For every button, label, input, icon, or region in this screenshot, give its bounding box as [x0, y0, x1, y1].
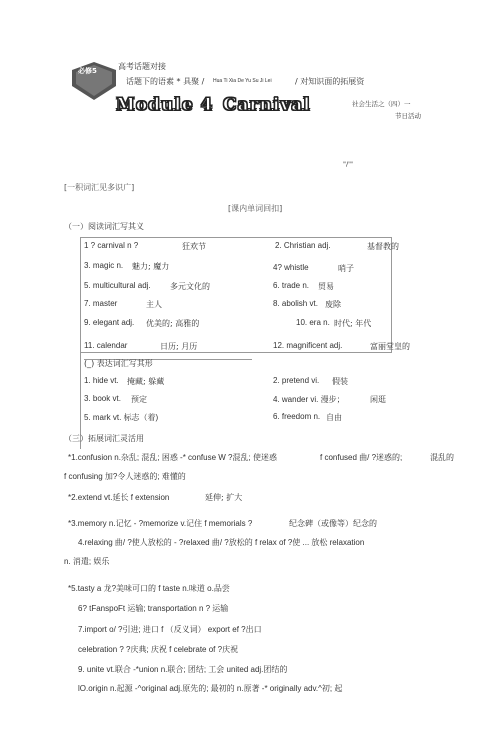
vocab-9-zh: 优美的; 高雅的 [146, 319, 200, 328]
vocab-4-zh: 哨子 [338, 264, 354, 273]
express-6-zh: 自由 [326, 413, 342, 422]
expand-line-11: 9. unite vt.联合 -*union n.联合; 团结; 工会 united adj.团结的 [78, 665, 288, 674]
vocab-12-en: 12. magnificent adj. [273, 341, 343, 350]
section-accumulate: [一积词汇见多识广] [64, 183, 135, 192]
vocab-4-en: 4? whistle [273, 263, 309, 272]
vocab-1-en: 1 ? carnival n ? [84, 241, 139, 250]
module-name: Carnival [223, 95, 311, 115]
header-line1: 高考话题对接 [118, 62, 166, 71]
expand-line-3a: *2.extend vt.延长 f extension [68, 493, 170, 502]
express-1-zh: 掩藏; 躲藏 [127, 377, 165, 386]
topic-line-a: 社会生活之（四）一 [352, 100, 411, 108]
express-5-en: 5. mark vt. 标志（着) [84, 413, 159, 422]
expand-line-4a: *3.memory n.记忆 - ?memorize v.记住 f memorials ? [68, 519, 253, 528]
express-2-en: 2. pretend vi. [273, 376, 320, 385]
expand-line-9: 7.import o/ ?引进; 进口 f （反义词） export ef ?出口 [78, 625, 262, 634]
express-4-zh: 闲逛 [370, 395, 386, 404]
expand-line-2: f confusing 加?令人迷惑的; 难懂的 [64, 472, 186, 481]
box-top-line [80, 237, 392, 238]
section-part2: (_) 表达词汇写其形 [84, 359, 153, 368]
vocab-6-zh: 贸易 [318, 282, 334, 291]
vocab-5-en: 5. multicultural adj. [84, 281, 151, 290]
vocab-1-zh: 狂欢节 [182, 242, 206, 251]
vocab-3-zh: 魅力; 魔力 [132, 262, 170, 271]
express-1-en: 1. hide vt. [84, 376, 119, 385]
express-3-zh: 预定 [131, 395, 147, 404]
section-inner-words: [课内单词回扣] [228, 204, 283, 213]
center-mark: "/'" [343, 160, 353, 168]
box-mid-line [80, 352, 392, 353]
vocab-11-zh: 日历; 月历 [160, 342, 198, 351]
vocab-9-en: 9. elegant adj. [84, 318, 135, 327]
module-title: Module 4 [116, 95, 214, 115]
topic-line-b: 节日活动 [395, 112, 421, 120]
vocab-7-zh: 主人 [146, 300, 162, 309]
express-4-en: 4. wander vi. 漫步； [273, 395, 345, 404]
expand-line-10: celebration ? ?庆典; 庆祝 f celebrate of ?庆祝 [78, 645, 239, 654]
badge-label: 必修5 [78, 67, 97, 75]
header-line2-b: Hua Ti Xia De Yu Su Ji Lei [213, 78, 272, 84]
box-left-line [80, 237, 81, 449]
vocab-8-zh: 废除 [325, 300, 341, 309]
vocab-11-en: 11. calendar [84, 341, 128, 350]
vocab-12-zh: 富丽堂皇的 [370, 342, 410, 351]
expand-line-8: 6? tFanspoFt 运输; transportation n ? 运输 [78, 604, 229, 613]
express-6-en: 6. freedom n. [273, 412, 321, 421]
expand-line-1c: 混乱的 [430, 453, 454, 462]
expand-line-3b: 延伸; 扩大 [205, 493, 243, 502]
vocab-10-en: 10. era n. [296, 318, 330, 327]
expand-line-4b: 纪念碑（或像等）纪念的 [289, 519, 377, 528]
expand-line-7: *5.tasty a 龙?美味可口的 f taste n.味道 o.品尝 [68, 584, 230, 593]
vocab-3-en: 3. magic n. [84, 261, 124, 270]
expand-line-12: lO.origin n.起源 -^original adj.原先的; 最初的 n.原著 -* originally adv.^初; 起 [78, 684, 343, 693]
vocab-2-en: 2. Christian adj. [275, 241, 331, 250]
expand-line-5: 4.relaxing 曲/ ?使人放松的 - ?relaxed 曲/ ?放松的 f relax of ?使 ... 放松 relaxation [78, 538, 365, 547]
vocab-8-en: 8. abolish vt. [273, 299, 318, 308]
expand-line-1a: *1.confusion n.杂乱; 混乱; 困惑 -* confuse W ?混乱; 使迷惑 [68, 453, 277, 462]
expand-line-1b: f confused 曲/ ?迷惑的; [320, 453, 403, 462]
box-right-line [391, 237, 392, 352]
vocab-7-en: 7. master [84, 299, 118, 308]
express-2-zh: 假装 [332, 377, 348, 386]
header-line2-a: 话题下的语素 * 具聚 / [126, 77, 205, 86]
vocab-5-zh: 多元文化的 [170, 282, 210, 291]
express-3-en: 3. book vt. [84, 394, 121, 403]
vocab-10-zh: 时代; 年代 [334, 319, 372, 328]
vocab-2-zh: 基督教的 [367, 242, 399, 251]
vocab-6-en: 6. trade n. [273, 281, 310, 290]
section-part3: （三）拓展词汇灵活用 [64, 434, 144, 443]
section-part1: （一）阅读词汇写其义 [64, 222, 144, 231]
expand-line-6: n. 消遣; 娱乐 [64, 557, 110, 566]
header-line2-c: / 对知识面的拓展资 [295, 77, 365, 86]
